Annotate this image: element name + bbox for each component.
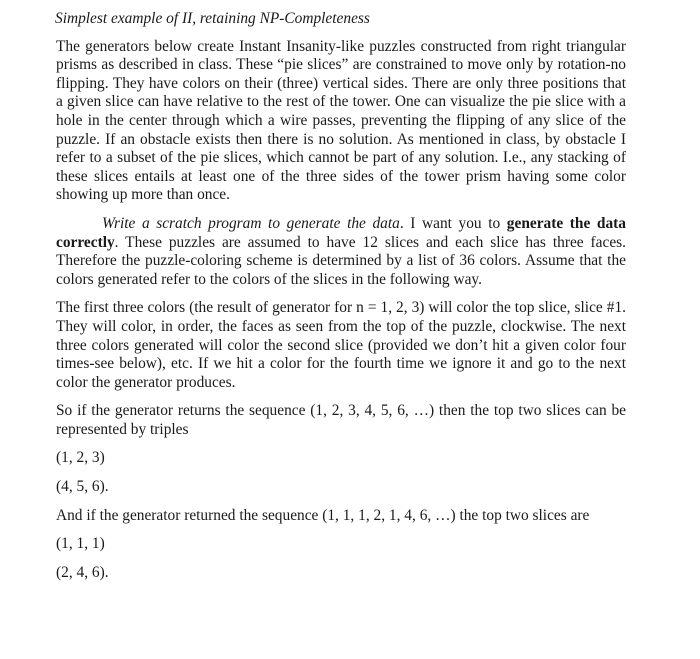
paragraph-example-2: And if the generator returned the sequence (1, 1, 1, 2, 1, 4, 6, …) the top two slices are (56, 506, 590, 524)
assignment-italic-lead: Write a scratch program to generate the data (102, 214, 400, 232)
paragraph-coloring-rules: The first three colors (the result of generator for n = 1, 2, 3) will color the top slice, slice #1. They will color, in order, the faces as seen from the top of the puzzle, clockwise. The next three colors generated will color the second slice (provided we don’t hit a given color four times-see below), etc. If we hit a color for the fourth time we ignore it and go to the next color the generator produces. (56, 299, 626, 391)
example-1-triple-2: (4, 5, 6). (56, 478, 109, 496)
paragraph-example-1: So if the generator returns the sequence (1, 2, 3, 4, 5, 6, …) then the top two slices can be represented by triples (56, 402, 626, 438)
paragraph-assignment (56, 215, 626, 289)
assignment-rest: . These puzzles are assumed to have 12 slices and each slice has three faces. Therefore the puzzle-coloring scheme is determined by a list of 36 colors. Assume that the colors generated refer to the colors of the slices in the following way. (56, 233, 626, 288)
section-title: Simplest example of II, retaining NP-Completeness (55, 10, 370, 27)
example-2-triple-1: (1, 1, 1) (56, 535, 105, 553)
example-2-triple-2: (2, 4, 6). (56, 563, 109, 581)
example-1-triple-1: (1, 2, 3) (56, 449, 105, 467)
assignment-connector: . I want you to (399, 214, 507, 232)
assignment-bold-phrase: generate the data correctly (56, 214, 626, 251)
paragraph-intro: The generators below create Instant Insanity-like puzzles constructed from right triangular prisms as described in class. These “pie slices” are constrained to move only by rotation-no flipping. They have colors on their (three) vertical sides. There are only three positions that a given slice can have relative to the rest of the tower. One can visualize the pie slice with a hole in the center through which a wire passes, preventing the flipping of any slice of the puzzle. If an obstacle exists then there is no solution. As mentioned in class, by obstacle I refer to a subset of the pie slices, which cannot be part of any solution. I.e., any stacking of these slices entails at least one of the three sides of the tower prism having some color showing up more than once. (56, 37, 626, 204)
